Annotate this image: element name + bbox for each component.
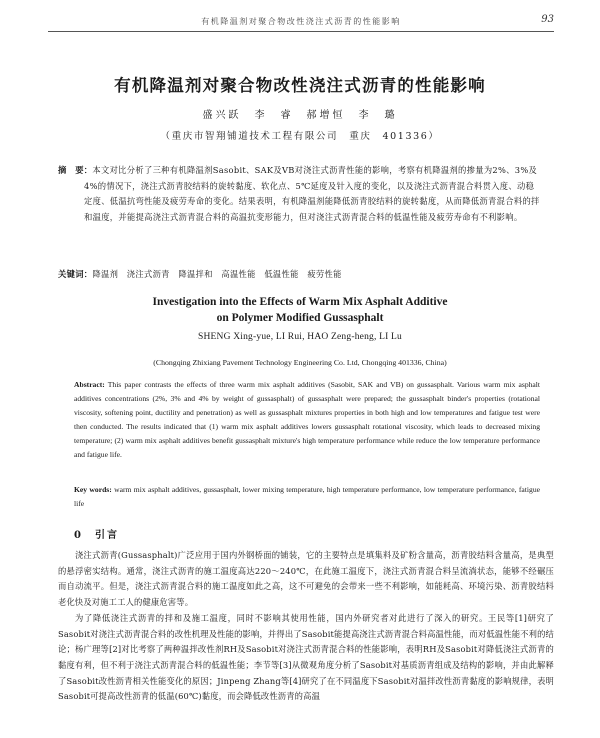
body-paragraph-1: 浇注式沥青(Gussasphalt)广泛应用于国内外钢桥面的铺装，它的主要特点是填集料及矿粉含量高，沥青胶结料含量高，是典型的悬浮密实结构。通常，浇注式沥青的施工温度高达220～240℃，在此施工温度下，浇注式沥青混合料呈流淌状态，能够不经碾压而自动流平。但是，浇注式沥青混合料的施工温度如此之高，这不可避免的会带来一些不利影响，如能耗高、环境污染、沥青胶结料老化快及对施工工人的健康危害等。: [58, 550, 554, 608]
abstract-cn: [58, 163, 540, 225]
running-title: 有机降温剂对聚合物改性浇注式沥青的性能影响: [201, 17, 401, 26]
keywords-en-text: warm mix asphalt additives, gussasphalt, lower mixing temperature, high temperature performance, low temperature performance, fatigue life: [74, 485, 540, 508]
abstract-cn-label: 摘 要：: [58, 165, 93, 175]
body-paragraph-2: 为了降低浇注式沥青的拌和及施工温度，同时不影响其使用性能，国内外研究者对此进行了深入的研究。王民等[1]研究了Sasobit对浇注式沥青混合料的改性机理及性能的影响，并得出了Sasobit能提高浇注式沥青混合料高温性能，而对低温性能不利的结论；杨广理等[2]对比考察了两种温拌改性剂RH及Sasobit对浇注式沥青混合料的性能影响，表明RH及Sasobit对降低浇注式沥青的黏度有利，但不利于浇注式沥青混合料的低温性能；李节等[3]从微观角度分析了Sasobit对基质沥青组成及结构的影响，并由此解释了Sasobit改性沥青相关性能变化的原因；Jinpeng Zhang等[4]研究了在不同温度下Sasobit对温拌改性沥青黏度的影响规律，表明Sasobit可提高改性沥青的低温(60℃)黏度，而会降低改性沥青的高温: [58, 612, 554, 702]
keywords-cn: [58, 267, 540, 281]
keywords-en-label: Key words:: [74, 485, 112, 494]
authors-cn: 盛兴跃 李 睿 郝增恒 李 璐: [202, 110, 398, 121]
abstract-en-text: This paper contrasts the effects of three warm mix asphalt additives (Sasobit, SAK and VB) on gussasphalt. Various warm mix asphalt additives concentrations (2%, 3% and 4% by weight of gussasphalt) of gussasphalt were prepared; the gussasphalt binder's properties (rotational viscosity, softening point, ductility and penetration) as well as gussasphalt mixtures properties in both high and low temperatures and fatigue test were then conducted. The results indicated that (1) warm mix asphalt additives lowers gussasphalt rotational viscosity, which leads to decreased mixing temperature; (2) warm mix asphalt additives benefit gussasphalt mixture's high temperature performance while reduce the low temperature performance and fatigue life.: [74, 380, 541, 460]
running-header: [48, 14, 554, 32]
keywords-cn-label: 关键词：: [58, 269, 93, 279]
abstract-en-label: Abstract:: [74, 380, 105, 389]
paper-title-en-line1: Investigation into the Effects of Warm Mix Asphalt Additive: [152, 296, 448, 308]
abstract-en: [74, 378, 540, 463]
page-number: 93: [541, 14, 554, 25]
paper-title-en: [0, 294, 600, 326]
body-text: [58, 548, 554, 705]
authors-en: SHENG Xing-yue, LI Rui, HAO Zeng-heng, LI Lu: [197, 332, 403, 342]
keywords-en: [74, 483, 540, 511]
affiliation-en: (Chongqing Zhixiang Pavement Technology Engineering Co. Ltd, Chongqing 401336, China): [153, 358, 447, 367]
paper-title-cn: 有机降温剂对聚合物改性浇注式沥青的性能影响: [114, 76, 486, 95]
paper-title-en-line2: on Polymer Modified Gussasphalt: [216, 312, 384, 324]
keywords-cn-text: 降温剂 浇注式沥青 降温拌和 高温性能 低温性能 疲劳性能: [92, 269, 342, 279]
abstract-cn-text: 本文对比分析了三种有机降温剂Sasobit、SAK及VB对浇注式沥青性能的影响，考察有机降温剂的掺量为2%、3%及4%的情况下，浇注式沥青胶结料的旋转黏度、软化点、5℃延度及针入度的变化，以及浇注式沥青混合料贯入度、动稳定度、低温抗弯性能及疲劳寿命的变化。结果表明，有机降温剂能降低沥青胶结料的旋转黏度，从而降低沥青混合料的拌和温度，并能提高浇注式沥青混合料的高温抗变形能力，但对浇注式沥青混合料的低温性能及疲劳寿命有不利影响。: [84, 165, 540, 222]
affiliation-cn: （重庆市智翔铺道技术工程有限公司 重庆 401336）: [160, 131, 440, 142]
section-heading-intro: 0 引言: [74, 530, 119, 541]
